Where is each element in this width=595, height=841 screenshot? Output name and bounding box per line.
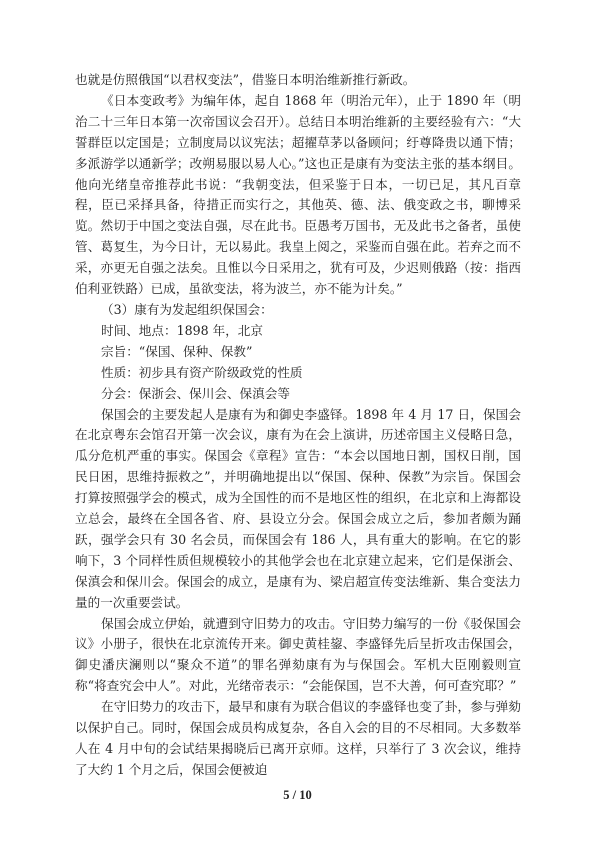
paragraph-baoguohui-founding: 保国会的主要发起人是康有为和御史李盛铎。1898 年 4 月 17 日，保国会在北京粤东会馆召开第一次会议，康有为在会上演讲，历述帝国主义侵略日急，瓜分危机严重的事实。保国会《章程》宣告：“本会以国地日割，国权日削，国民日困，思维持振救之”，并明确地提出以“保国、保种、保教”为宗旨。保国会打算按照强学会的模式，成为全国性的而不是地区性的组织，在北京和上海都设立总会，最终在全国各省、府、县设立分会。保国会成立之后，参加者颇为踊跃，强学会只有 30 名会员，而保国会有 186 人，具有重大的影响。在它的影响下，3 个同样性质但规模较小的其他学会也在北京建立起来，它们是保浙会、保滇会和保川会。保国会的成立，是康有为、梁启超宣传变法维新、集合变法力量的一次重要尝试。 xyxy=(75,406,521,610)
item-time-place: 时间、地点：1898 年，北京 xyxy=(101,322,263,338)
item-branches: 分会：保浙会、保川会、保滇会等 xyxy=(101,385,290,401)
item-purpose: 宗旨：“保国、保种、保教” xyxy=(101,343,253,359)
paragraph-dissolution: 在守旧势力的攻击下，最早和康有为联合倡议的李盛铎也变了卦，参与弹劾以保护自己。同时，保国会成员构成复杂，各自入会的目的不尽相同。大多数举人在 4 月中旬的会试结果揭晓后已离开京师。这样，只举行了 3 次会议，维持了大约 1 个月之后，保国会便被迫 xyxy=(75,699,521,777)
paragraph-continuation: 也就是仿照俄国“以君权变法”，借鉴日本明治维新推行新政。 xyxy=(75,72,416,87)
body-text xyxy=(75,70,521,781)
item-nature: 性质：初步具有资产阶级政党的性质 xyxy=(101,364,303,380)
paragraph-japan-reform: 《日本变政考》为编年体，起自 1868 年（明治元年），止于 1890 年（明治二十三年日本第一次帝国议会召开）。总结日本明治维新的主要经验有六：“大誓群臣以定国是；立制度局以议宪法；超擢草茅以备顾问；纡尊降贵以通下情；多派游学以通新学；改朔易服以易人心。”这也正是康有为变法主张的基本纲目。他向光绪皇帝推荐此书说：“我朝变法，但采鉴于日本，一切已足，其凡百章程，臣已采择具备，待措正而实行之，其他英、德、法、俄变政之书，聊博采览。然切于中国之变法自强，尽在此书。臣愚考万国书，无及此书之备者，虽使管、葛复生，为今日计，无以易此。我皇上阅之，采鉴而自强在此。若弃之而不采，亦更无自强之法矣。且惟以今日采用之，犹有可及，少迟则俄路（按：指西伯利亚铁路）已成，虽欲变法，将为波兰，亦不能为计矣。” xyxy=(75,92,521,297)
page-number: 5 / 10 xyxy=(283,788,312,802)
section-heading-baoguohui: （3）康有为发起组织保国会： xyxy=(101,301,273,317)
paragraph-conservative-attack: 保国会成立伊始，就遭到守旧势力的攻击。守旧势力编写的一份《驳保国会议》小册子，很快在北京流传开来。御史黄桂鋆、李盛铎先后呈折攻击保国会，御史潘庆澜则以“聚众不道”的罪名弹劾康有为与保国会。军机大臣刚毅则宣称“将查究会中人”。对此，光绪帝表示：“会能保国，岂不大善，何可查究耶？” xyxy=(75,615,521,694)
